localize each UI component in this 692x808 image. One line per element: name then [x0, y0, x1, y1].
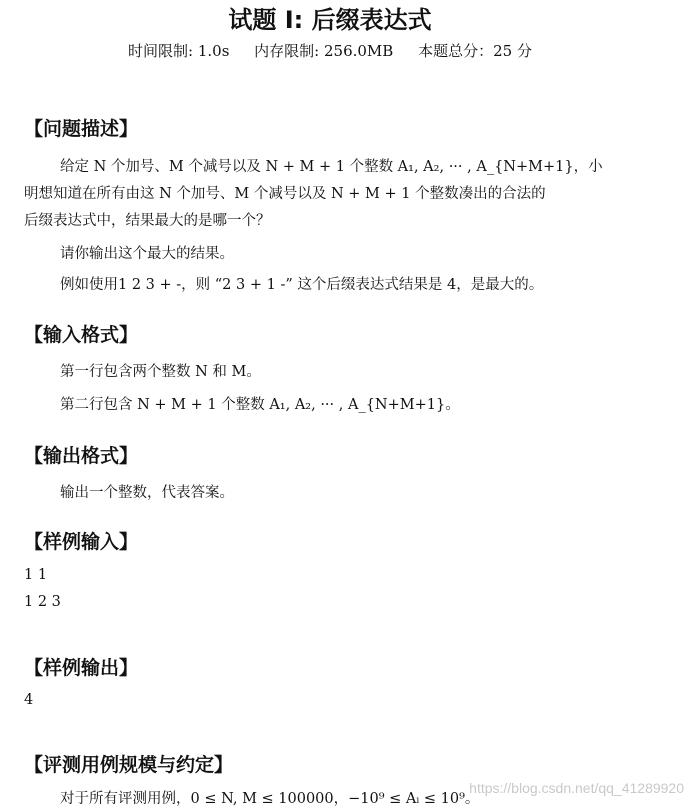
description-line: 明想知道在所有由这 N 个加号、M 个减号以及 N + M + 1 个整数凑出的合法的: [24, 186, 546, 202]
sample-output-heading: 【样例输出】: [24, 657, 139, 679]
page-title: 试题 I: 后缀表达式: [228, 6, 432, 34]
description-example: 例如使用1 2 3 + -，则 “2 3 + 1 -” 这个后缀表达式结果是 4，是最大的。: [60, 277, 544, 293]
input-format-line: 第二行包含 N + M + 1 个整数 A₁, A₂, ··· , A_{N+M+1}。: [60, 397, 460, 413]
memory-limit: 内存限制: 256.0MB: [254, 42, 394, 60]
evaluation-scale-line: 对于所有评测用例，0 ≤ N, M ≤ 100000，−10⁹ ≤ Aᵢ ≤ 10⁹。: [60, 791, 480, 807]
input-format-line: 第一行包含两个整数 N 和 M。: [60, 364, 261, 380]
sample-output-line: 4: [24, 692, 34, 708]
sample-input-line: 1 2 3: [24, 594, 61, 610]
output-format-heading: 【输出格式】: [24, 445, 139, 467]
total-score: 本题总分：25 分: [418, 42, 532, 60]
description-line: 请你输出这个最大的结果。: [60, 246, 234, 262]
description-line: 后缀表达式中，结果最大的是哪一个？: [24, 213, 271, 229]
evaluation-scale-heading: 【评测用例规模与约定】: [24, 754, 234, 776]
time-limit: 时间限制: 1.0s: [128, 42, 230, 60]
sample-input-line: 1 1: [24, 567, 48, 583]
output-format-line: 输出一个整数，代表答案。: [60, 485, 234, 501]
description-line: 给定 N 个加号、M 个减号以及 N + M + 1 个整数 A₁, A₂, ··· , A_{N+M+1}，小: [60, 159, 603, 175]
sample-input-heading: 【样例输入】: [24, 531, 139, 553]
input-format-heading: 【输入格式】: [24, 324, 139, 346]
problem-description-heading: 【问题描述】: [24, 118, 139, 140]
watermark: https://blog.csdn.net/qq_41289920: [469, 780, 684, 796]
limits-line: [0, 40, 660, 61]
